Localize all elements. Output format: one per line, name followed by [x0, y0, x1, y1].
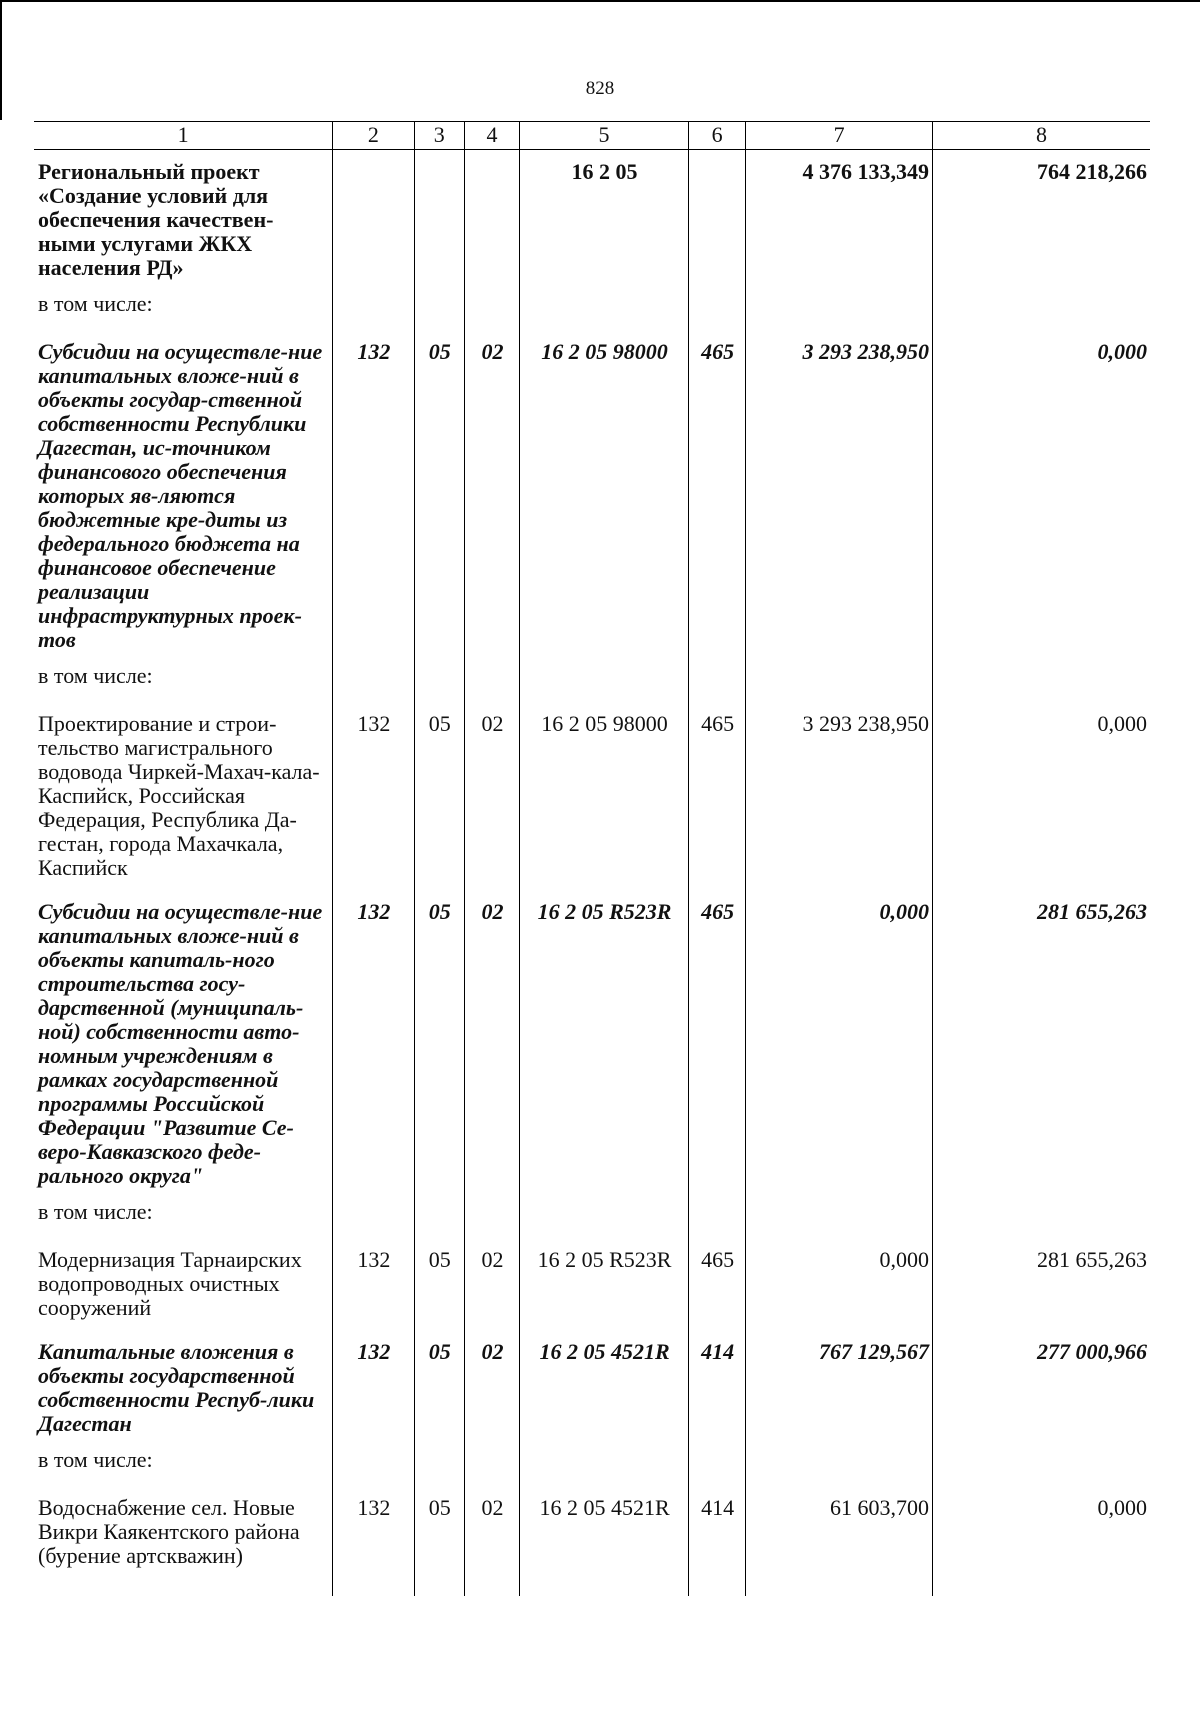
row-code-section [414, 1446, 465, 1486]
row-code-subsection [465, 1198, 520, 1238]
row-code-section [414, 1198, 465, 1238]
header-col-2: 2 [333, 122, 414, 150]
row-code-target [519, 1446, 688, 1486]
row-amount-col7: 3 293 238,950 [746, 330, 933, 662]
row-description: в том числе: [38, 1447, 153, 1472]
row-code-expense-type [689, 150, 746, 291]
table-row [34, 150, 1150, 291]
row-amount-col7: 3 293 238,950 [746, 702, 933, 890]
row-code-section: 05 [414, 890, 465, 1198]
header-row [34, 122, 1150, 150]
row-amount-col8 [932, 1198, 1150, 1238]
row-amount-col7: 4 376 133,349 [746, 150, 933, 291]
left-border-line [0, 0, 2, 120]
row-amount-col8: 277 000,966 [932, 1330, 1150, 1446]
row-amount-col8: 281 655,263 [932, 1238, 1150, 1330]
row-code-target: 16 2 05 4521R [519, 1330, 688, 1446]
header-col-3: 3 [414, 122, 465, 150]
row-code-ministry: 132 [333, 1238, 414, 1330]
top-border-line [0, 0, 1200, 2]
row-code-ministry: 132 [333, 1486, 414, 1596]
row-code-target: 16 2 05 R523R [519, 890, 688, 1198]
row-description: Модернизация Тарнаирских водопроводных очистных сооружений [38, 1247, 302, 1320]
row-description: Субсидии на осуществле-ние капитальных вложе-ний в объекты капиталь-ного строительства госу-дарственной (муниципаль-ной) собственности авто-номным учреждениям в рамках государственной программы Российской Федерации "Развитие Се-веро-Кавказского феде-рального округа" [38, 899, 323, 1188]
row-code-ministry: 132 [333, 890, 414, 1198]
row-description: Субсидии на осуществле-ние капитальных вложе-ний в объекты государ-ственной собственности Республики Дагестан, ис-точником финансового обеспечения которых яв-ляются бюджетные кре-диты из федерального бюджета на финансовое обеспечение реализации инфраструктурных проек-тов [38, 339, 323, 652]
page-number: 828 [585, 78, 615, 99]
table-row [34, 1198, 1150, 1238]
row-description: в том числе: [38, 291, 153, 316]
row-code-expense-type: 414 [689, 1486, 746, 1596]
row-code-ministry [333, 1446, 414, 1486]
row-code-expense-type: 465 [689, 890, 746, 1198]
budget-table [34, 121, 1150, 1596]
header-col-7: 7 [746, 122, 933, 150]
row-code-section: 05 [414, 1238, 465, 1330]
row-code-section [414, 150, 465, 291]
row-code-ministry: 132 [333, 1330, 414, 1446]
table-row [34, 1486, 1150, 1596]
table-row [34, 1238, 1150, 1330]
table-row [34, 290, 1150, 330]
row-code-subsection: 02 [465, 1238, 520, 1330]
row-code-subsection: 02 [465, 1486, 520, 1596]
row-description: Проектирование и строи-тельство магистрального водовода Чиркей-Махач-кала-Каспийск, Российская Федерация, Республика Да-гестан, города Махачкала, Каспийск [38, 711, 320, 880]
row-code-target: 16 2 05 98000 [519, 330, 688, 662]
table-row [34, 662, 1150, 702]
row-code-target: 16 2 05 98000 [519, 702, 688, 890]
row-code-section [414, 290, 465, 330]
row-code-expense-type [689, 662, 746, 702]
row-code-section: 05 [414, 330, 465, 662]
row-code-ministry [333, 1198, 414, 1238]
row-code-target [519, 290, 688, 330]
row-amount-col7: 0,000 [746, 890, 933, 1198]
header-col-8: 8 [932, 122, 1150, 150]
row-code-target: 16 2 05 4521R [519, 1486, 688, 1596]
table-body [34, 150, 1150, 1597]
row-code-expense-type: 465 [689, 1238, 746, 1330]
row-amount-col8: 0,000 [932, 702, 1150, 890]
row-code-target: 16 2 05 [519, 150, 688, 291]
row-description: Региональный проект «Создание условий для обеспечения качествен-ными услугами ЖКХ населения РД» [38, 159, 274, 280]
row-amount-col8: 764 218,266 [932, 150, 1150, 291]
row-code-expense-type: 465 [689, 702, 746, 890]
row-code-expense-type: 465 [689, 330, 746, 662]
row-code-section [414, 662, 465, 702]
row-amount-col7 [746, 662, 933, 702]
row-code-expense-type [689, 1446, 746, 1486]
row-code-section: 05 [414, 1330, 465, 1446]
table-row [34, 890, 1150, 1198]
row-code-ministry [333, 290, 414, 330]
row-code-section: 05 [414, 1486, 465, 1596]
row-description: в том числе: [38, 1199, 153, 1224]
row-code-target [519, 662, 688, 702]
row-amount-col8 [932, 662, 1150, 702]
table-row [34, 1446, 1150, 1486]
row-description: Водоснабжение сел. Новые Викри Каякентского района (бурение артскважин) [38, 1495, 300, 1568]
row-code-subsection: 02 [465, 330, 520, 662]
header-col-5: 5 [519, 122, 688, 150]
row-code-section: 05 [414, 702, 465, 890]
row-code-subsection [465, 662, 520, 702]
table-row [34, 1330, 1150, 1446]
row-amount-col7: 0,000 [746, 1238, 933, 1330]
row-amount-col8: 0,000 [932, 1486, 1150, 1596]
row-code-expense-type [689, 1198, 746, 1238]
row-code-subsection: 02 [465, 1330, 520, 1446]
row-description: Капитальные вложения в объекты государственной собственности Респуб-лики Дагестан [38, 1339, 315, 1436]
header-col-4: 4 [465, 122, 520, 150]
row-code-subsection: 02 [465, 890, 520, 1198]
row-amount-col7 [746, 290, 933, 330]
row-amount-col7: 767 129,567 [746, 1330, 933, 1446]
row-code-ministry [333, 662, 414, 702]
row-code-ministry: 132 [333, 702, 414, 890]
row-code-expense-type [689, 290, 746, 330]
row-amount-col7 [746, 1446, 933, 1486]
row-amount-col8: 0,000 [932, 330, 1150, 662]
row-code-subsection [465, 290, 520, 330]
row-code-target [519, 1198, 688, 1238]
row-description: в том числе: [38, 663, 153, 688]
table-row [34, 702, 1150, 890]
row-amount-col8: 281 655,263 [932, 890, 1150, 1198]
row-code-ministry: 132 [333, 330, 414, 662]
row-code-expense-type: 414 [689, 1330, 746, 1446]
row-amount-col8 [932, 1446, 1150, 1486]
header-col-1: 1 [34, 122, 333, 150]
row-code-ministry [333, 150, 414, 291]
row-code-subsection [465, 1446, 520, 1486]
row-code-subsection: 02 [465, 702, 520, 890]
row-amount-col8 [932, 290, 1150, 330]
row-amount-col7 [746, 1198, 933, 1238]
header-col-6: 6 [689, 122, 746, 150]
row-code-target: 16 2 05 R523R [519, 1238, 688, 1330]
table-row [34, 330, 1150, 662]
row-code-subsection [465, 150, 520, 291]
row-amount-col7: 61 603,700 [746, 1486, 933, 1596]
